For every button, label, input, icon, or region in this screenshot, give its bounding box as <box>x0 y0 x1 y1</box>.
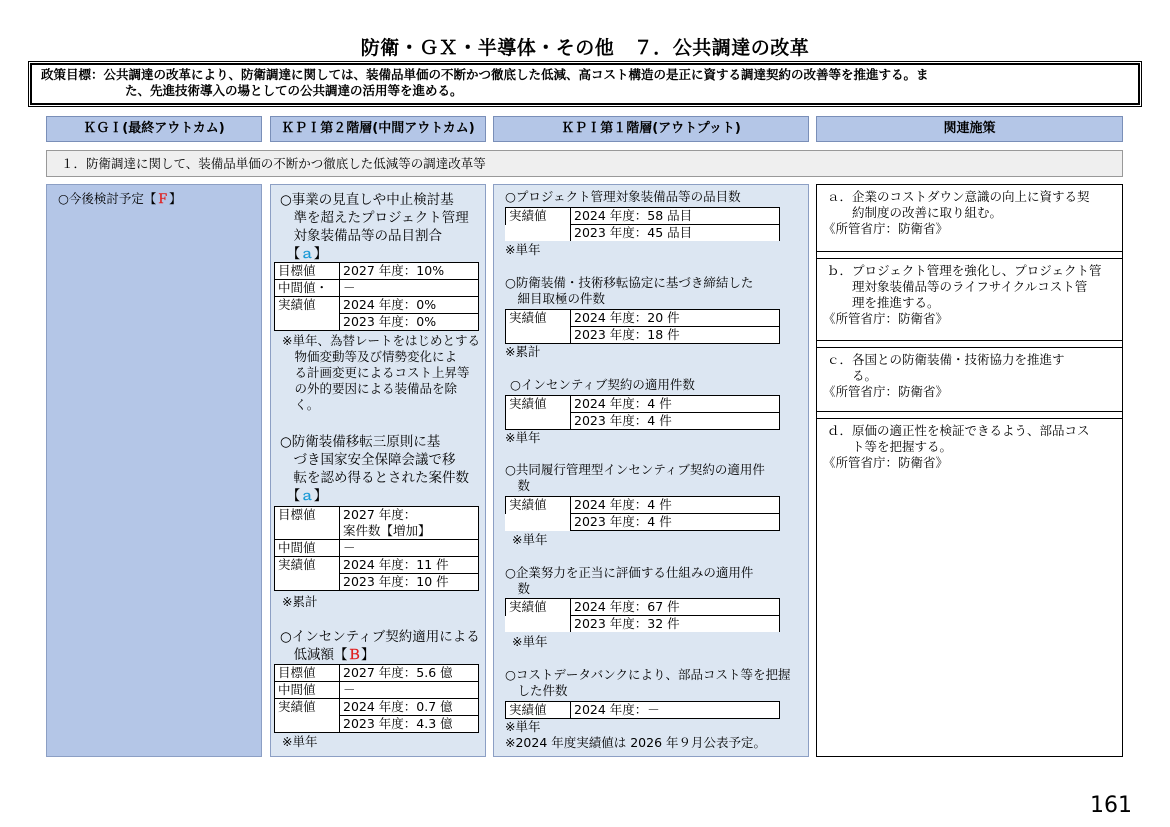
kpi2-item1-mark-close: 】 <box>313 246 328 262</box>
kpi2-item2-blank1 <box>275 523 340 540</box>
header-measures: 関連施策 <box>816 116 1123 142</box>
kpi2-item3-actual-label: 実績値 <box>275 699 340 716</box>
kpi1-item3-table <box>505 395 780 430</box>
kpi1-item4-v1: 2024 年度：4 件 <box>571 497 780 514</box>
kpi2-item3-mark-close: 】 <box>361 647 375 663</box>
measure-b-line2: 理対象装備品等のライフサイクルコスト管 <box>827 279 1088 294</box>
kpi2-item2-mark-close: 】 <box>313 488 328 504</box>
kpi1-item2-title1: ○防衛装備・技術移転協定に基づき締結した <box>505 275 754 290</box>
kgi-text: ○今後検討予定【 <box>58 191 157 206</box>
measure-a <box>817 185 1122 252</box>
kpi1-item5-label: 実績値 <box>506 599 571 616</box>
kpi1-item5-v2: 2023 年度：32 件 <box>571 616 780 633</box>
kpi2-item2-line3: 転を認め得るとされた案件数 <box>280 470 469 486</box>
kpi2-item1-note5: く。 <box>282 397 320 412</box>
kpi2-item2-actual-label: 実績値 <box>275 557 340 574</box>
kpi1-item2-v2: 2023 年度：18 件 <box>571 327 780 344</box>
kpi1-item3-note: ※単年 <box>505 430 541 445</box>
measure-b-ministry: 《所管省庁：防衛省》 <box>823 311 949 326</box>
measure-c-line2: る。 <box>827 368 878 383</box>
kpi2-item3-actual1: 2024 年度：0.7 億 <box>340 699 479 716</box>
kpi1-item4-blank <box>506 514 571 531</box>
page-number: 161 <box>1090 793 1132 818</box>
kpi2-item2-title <box>280 433 469 505</box>
kpi1-item2-table <box>505 309 780 344</box>
kpi2-item1-line3: 対象装備品等の品目割合 <box>280 228 442 244</box>
kpi2-item1-note4: の外的要因による装備品を除 <box>282 381 458 396</box>
kpi1-item2-blank <box>506 327 571 344</box>
kpi1-item6-title <box>505 667 791 699</box>
kpi2-item3-mid-label: 中間値 <box>275 682 340 699</box>
kpi1-item1-v1: 2024 年度：58 品目 <box>571 208 780 225</box>
measure-c-line1: ｃ．各国との防衛装備・技術協力を推進す <box>827 352 1065 367</box>
kpi1-item1-note: ※単年 <box>505 242 541 257</box>
kpi1-item2-v1: 2024 年度：20 件 <box>571 310 780 327</box>
kpi1-item3-label: 実績値 <box>506 396 571 413</box>
measure-b-line3: 理を推進する。 <box>827 295 940 310</box>
kpi2-item1-title <box>280 191 469 263</box>
kpi2-item1-actual2: 2023 年度：0% <box>340 314 479 331</box>
kpi1-item3-blank <box>506 413 571 430</box>
policy-goal-label: 政策目標： <box>41 67 104 82</box>
header-kpi1: ＫＰＩ第１階層(アウトプット) <box>493 116 809 142</box>
kpi1-item5-title <box>505 565 753 597</box>
kpi1-item5-blank <box>506 616 571 633</box>
kpi2-item2-line2: づき国家安全保障会議で移 <box>280 452 456 468</box>
kgi-item <box>58 191 181 207</box>
measure-c <box>817 347 1122 412</box>
kpi2-item3-mark: Ｂ <box>347 647 361 663</box>
kpi2-item3-line1: ○インセンティブ契約適用による <box>280 629 480 645</box>
header-kpi2: ＫＰＩ第２階層(中間アウトカム) <box>270 116 486 142</box>
kpi2-item1-line1: ○事業の見直しや中止検討基 <box>280 192 454 208</box>
kpi2-item1-actual-label: 実績値 <box>275 297 340 314</box>
kpi1-item2-title2: 細目取極の件数 <box>505 291 606 306</box>
kpi2-item1-mid-label: 中間値・ <box>275 280 340 297</box>
kpi1-item5-note: ※単年 <box>512 634 548 649</box>
kpi2-item2-mark: ａ <box>300 488 314 504</box>
kpi2-item2-actual2: 2023 年度：10 件 <box>340 574 479 591</box>
kpi2-item3-actual2: 2023 年度：4.3 億 <box>340 716 479 733</box>
kgi-mark: Ｆ <box>156 191 169 206</box>
kpi2-item1-mark-open: 【 <box>293 246 301 262</box>
kpi2-item1-note2: 物価変動等及び情勢変化によ <box>282 349 458 364</box>
kpi2-item2-line1: ○防衛装備移転三原則に基 <box>280 434 441 450</box>
kpi1-item4-title2: 数 <box>505 478 531 493</box>
measure-a-ministry: 《所管省庁：防衛省》 <box>823 221 949 236</box>
kpi2-item1-actual1: 2024 年度：0% <box>340 297 479 314</box>
section-heading: １．防衛調達に関して、装備品単価の不断かつ徹底した低減等の調達改革等 <box>46 150 1123 177</box>
kpi2-item1-notes <box>282 333 480 413</box>
kpi2-item2-target1: 2027 年度： <box>340 507 479 524</box>
kpi2-item2-actual1: 2024 年度：11 件 <box>340 557 479 574</box>
kpi2-item3-blank <box>275 716 340 733</box>
measure-b <box>817 258 1122 341</box>
kpi1-item6-notes <box>505 719 766 751</box>
kpi2-item2-target-label: 目標値 <box>275 507 340 524</box>
measures-column <box>816 184 1123 757</box>
kpi1-item4-note: ※単年 <box>512 532 548 547</box>
policy-goal-line2: た、先進技術導入の場としての公共調達の活用等を進める。 <box>125 83 463 98</box>
kpi2-item2-mid: － <box>340 540 479 557</box>
measure-d-line2: ト等を把握する。 <box>827 439 953 454</box>
page-title: 防衛・ＧＸ・半導体・その他 ７．公共調達の改革 <box>360 37 810 59</box>
kpi1-item6-v1: 2024 年度：－ <box>571 702 780 719</box>
policy-goal-box <box>28 61 1142 107</box>
kpi1-item6-label: 実績値 <box>506 702 571 719</box>
kpi1-item3-v1: 2024 年度：4 件 <box>571 396 780 413</box>
kpi1-item2-title <box>505 275 753 307</box>
kpi2-item3-mark-open: 【 <box>334 647 348 663</box>
kgi-column <box>46 184 262 757</box>
kpi2-item1-mark: ａ <box>300 246 314 262</box>
kpi2-item3-target-label: 目標値 <box>275 665 340 682</box>
kpi1-item4-title <box>505 462 765 494</box>
measure-a-line1: ａ．企業のコストダウン意識の向上に資する契 <box>827 189 1090 204</box>
kpi1-item4-table <box>505 496 780 531</box>
kpi2-item1-target-label: 目標値 <box>275 263 340 280</box>
kpi1-item6-title2: した件数 <box>505 683 568 698</box>
kpi2-item2-table <box>274 506 479 591</box>
kpi1-item1-title: ○プロジェクト管理対象装備品等の品目数 <box>505 189 741 204</box>
kpi1-item4-label: 実績値 <box>506 497 571 514</box>
kpi1-item4-v2: 2023 年度：4 件 <box>571 514 780 531</box>
kpi1-item1-table <box>505 207 780 241</box>
kpi2-item3-title <box>280 628 480 664</box>
kpi2-item1-note1: ※単年、為替レートをはじめとする <box>282 333 480 348</box>
kpi2-item2-mid-label: 中間値 <box>275 540 340 557</box>
measure-c-ministry: 《所管省庁：防衛省》 <box>823 384 949 399</box>
kpi2-item2-target2: 案件数【増加】 <box>340 523 479 540</box>
measure-a-line2: 約制度の改善に取り組む。 <box>827 205 1003 220</box>
kpi2-item2-note: ※累計 <box>282 594 318 609</box>
kpi1-item6-title1: ○コストデータバンクにより、部品コスト等を把握 <box>505 667 791 682</box>
kpi1-item1-blank <box>506 225 571 242</box>
kpi1-item6-note1: ※単年 <box>505 719 541 734</box>
measure-d-line1: ｄ．原価の適正性を検証できるよう、部品コス <box>827 423 1090 438</box>
kpi1-item5-title1: ○企業努力を正当に評価する仕組みの適用件 <box>505 565 754 580</box>
kpi2-item2-mark-open: 【 <box>293 488 301 504</box>
kpi2-item3-mid: － <box>340 682 479 699</box>
kpi2-item1-note3: る計画変更によるコスト上昇等 <box>282 365 470 380</box>
kpi1-item5-table <box>505 598 780 632</box>
kgi-close: 】 <box>168 191 182 206</box>
header-kgi: ＫＧＩ(最終アウトカム) <box>46 116 262 142</box>
kpi1-item3-title: ○インセンティブ契約の適用件数 <box>510 377 695 392</box>
kpi2-item1-mid: － <box>340 280 479 297</box>
kpi2-item1-table <box>274 262 479 331</box>
kpi1-item2-note: ※累計 <box>505 344 541 359</box>
kpi2-item3-line2: 低減額 <box>280 647 334 663</box>
measure-d <box>817 418 1122 756</box>
measure-d-ministry: 《所管省庁：防衛省》 <box>823 455 949 470</box>
kpi2-item3-target: 2027 年度：5.6 億 <box>340 665 479 682</box>
kpi2-item3-table <box>274 664 479 733</box>
kpi2-item1-blank <box>275 314 340 331</box>
kpi1-item2-label: 実績値 <box>506 310 571 327</box>
kpi1-item3-v2: 2023 年度：4 件 <box>571 413 780 430</box>
kpi1-item5-title2: 数 <box>505 581 531 596</box>
kpi1-item5-v1: 2024 年度：67 件 <box>571 599 780 616</box>
kpi1-item1-label: 実績値 <box>506 208 571 225</box>
measure-b-line1: ｂ．プロジェクト管理を強化し、プロジェクト管 <box>827 263 1102 278</box>
kpi1-item1-v2: 2023 年度：45 品目 <box>571 225 780 242</box>
kpi1-item6-table <box>505 701 780 719</box>
kpi1-item6-note2: ※2024 年度実績値は 2026 年９月公表予定。 <box>505 735 767 750</box>
kpi2-item3-note: ※単年 <box>282 734 318 749</box>
kpi2-item1-line2: 準を超えたプロジェクト管理 <box>280 210 469 226</box>
policy-goal-line1: 公共調達の改革により、防衛調達に関しては、装備品単価の不断かつ徹底した低減、高コスト構造の是正に資する調達契約の改善等を推進する。ま <box>103 67 929 82</box>
kpi2-item1-target: 2027 年度：10% <box>340 263 479 280</box>
kpi1-item4-title1: ○共同履行管理型インセンティブ契約の適用件 <box>505 462 765 477</box>
kpi2-item2-blank2 <box>275 574 340 591</box>
